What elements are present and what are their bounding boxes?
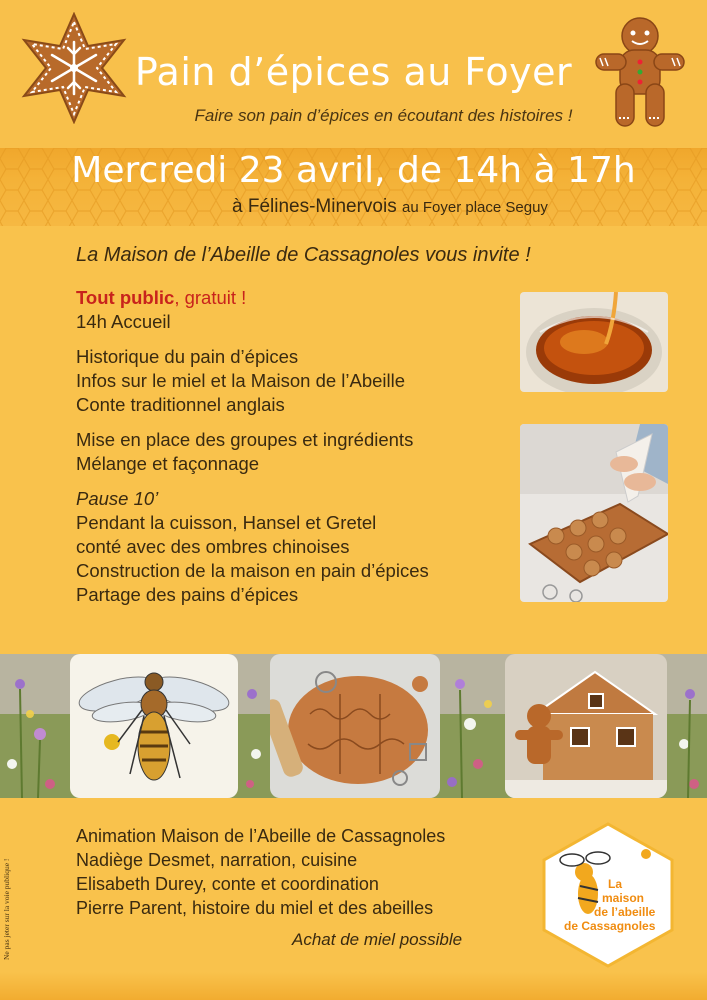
audience-line (76, 286, 429, 310)
program-block-2 (76, 428, 429, 476)
program (76, 286, 429, 607)
program-item: Mise en place des groupes et ingrédients (76, 429, 414, 450)
program-item: Partage des pains d’épices (76, 584, 299, 605)
program-item: Mélange et façonnage (76, 453, 260, 474)
litter-notice: Ne pas jeter sur la voie publique ! (2, 858, 11, 960)
logo-line-4: de Cassagnoles (564, 919, 656, 933)
program-item: Pendant la cuisson, Hansel et Gretel (76, 512, 377, 533)
audience-free: , gratuit ! (174, 287, 247, 308)
event-date: Mercredi 23 avril, de 14h à 17h (71, 150, 636, 191)
logo-line-3: de l’abeille (594, 905, 656, 919)
page-title: Pain d’épices au Foyer (134, 50, 573, 94)
credit-line: Nadiège Desmet, narration, cuisine (76, 850, 358, 870)
credit-line: Elisabeth Durey, conte et coordination (76, 874, 379, 894)
event-venue: au Foyer place Seguy (402, 199, 548, 216)
logo-line-2: maison (602, 891, 645, 905)
event-town: à Félines-Minervois (232, 196, 397, 217)
program-item: conté avec des ombres chinoises (76, 536, 350, 557)
audience-highlight: Tout public (76, 287, 175, 308)
program-item: Historique du pain d’épices (76, 346, 299, 367)
header (0, 0, 707, 148)
program-item: Infos sur le miel et la Maison de l’Abeille (76, 370, 406, 391)
credit-line: Animation Maison de l’Abeille de Cassagnoles (76, 826, 446, 846)
honey-jar-photo (520, 292, 668, 392)
program-item: Construction de la maison en pain d’épices (76, 560, 429, 581)
maison-abeille-logo (538, 820, 678, 970)
invitation-line: La Maison de l’Abeille de Cassagnoles vous invite ! (76, 244, 531, 266)
page-subtitle: Faire son pain d’épices en écoutant des histoires ! (194, 106, 573, 125)
flower-strip (0, 654, 707, 798)
honey-purchase-note: Achat de miel possible (292, 930, 463, 949)
cookie-dough-photo (270, 654, 440, 798)
program-block-3 (76, 487, 429, 607)
gingerbread-house-photo (505, 654, 667, 798)
bee-drawing (70, 654, 238, 798)
pause-line: Pause 10’ (76, 488, 159, 509)
program-block-1 (76, 345, 429, 417)
logo-line-1: La (608, 877, 623, 891)
event-location (232, 196, 548, 218)
bottom-band (0, 972, 707, 1000)
welcome-line: 14h Accueil (76, 311, 171, 332)
program-item: Conte traditionnel anglais (76, 394, 285, 415)
credits (76, 824, 445, 920)
baking-photo (520, 424, 668, 602)
credit-line: Pierre Parent, histoire du miel et des abeilles (76, 898, 434, 918)
